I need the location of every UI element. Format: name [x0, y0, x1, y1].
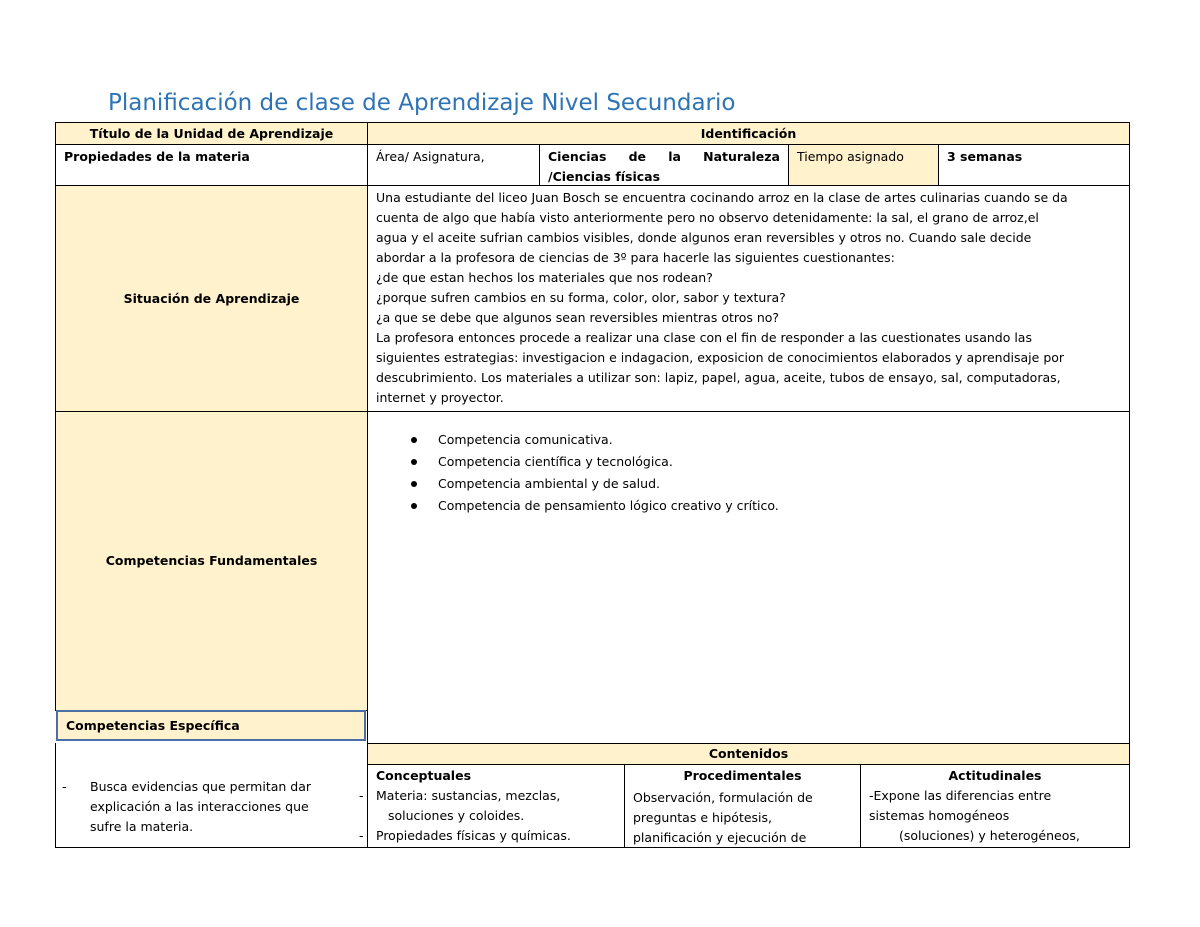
situation-line: ¿a que se debe que algunos sean reversibles mientras otros no?: [376, 310, 780, 325]
dash-marker: -: [359, 828, 364, 843]
conceptual-item-line: soluciones y coloides.: [388, 808, 525, 823]
situation-line: La profesora entonces procede a realizar una clase con el fin de responder a las cuestionates usando las: [376, 330, 1032, 345]
situation-line: cuenta de algo que había visto anteriormente pero no observo detenidamente: la sal, el grano de arroz,el: [376, 210, 1039, 225]
situation-text-cell: [367, 185, 1130, 412]
competencies-label: Competencias Fundamentales: [105, 553, 318, 568]
unit-name-cell: [55, 144, 368, 186]
situation-line: ¿de que estan hechos los materiales que nos rodean?: [376, 270, 713, 285]
competencies-label-cell: [55, 411, 368, 711]
unit-title-header: [55, 122, 368, 145]
situation-line: internet y proyector.: [376, 390, 504, 405]
area-word: Naturaleza: [703, 149, 780, 164]
situation-line: ¿porque sufren cambios en su forma, color, olor, sabor y textura?: [376, 290, 786, 305]
area-word: la: [668, 149, 681, 164]
conceptual-item-2: [359, 826, 616, 846]
conceptual-cell: [359, 764, 625, 848]
situation-label-cell: [55, 185, 368, 412]
conceptual-item-line: Propiedades físicas y químicas.: [376, 828, 571, 843]
identification-header: [367, 122, 1130, 145]
unit-title-header-label: Título de la Unidad de Aprendizaje: [89, 125, 334, 141]
contents-header: [367, 743, 1130, 765]
attitudinal-line: sistemas homogéneos: [869, 808, 1010, 823]
dash-marker: -: [359, 788, 364, 803]
contents-header-label: Contenidos: [708, 746, 789, 761]
area-value-line1: [548, 147, 780, 167]
competency-item: Competencia científica y tecnológica.: [368, 451, 1129, 473]
specific-item-line: Busca evidencias que permitan dar: [90, 779, 312, 794]
area-value-line2: /Ciencias físicas: [548, 169, 661, 184]
unit-name: Propiedades de la materia: [64, 149, 250, 164]
specific-item-line: sufre la materia.: [90, 819, 194, 834]
dash-marker: -: [62, 779, 67, 794]
procedural-line: preguntas e hipótesis,: [633, 810, 773, 825]
competencies-list-cell: [367, 411, 1130, 744]
conceptual-item-line: Materia: sustancias, mezclas,: [376, 788, 561, 803]
attitudinal-header: Actitudinales: [948, 768, 1042, 783]
time-label-cell: [788, 144, 939, 186]
area-value-cell: [539, 144, 789, 186]
competencies-list: [368, 429, 1129, 517]
attitudinal-line: -Expone las diferencias entre: [869, 788, 1052, 803]
competency-item: Competencia ambiental y de salud.: [368, 473, 1129, 495]
area-word: Ciencias: [548, 149, 607, 164]
procedural-line: planificación y ejecución de: [633, 830, 807, 845]
page-title: Planificación de clase de Aprendizaje Nivel Secundario: [108, 90, 736, 116]
conceptual-item-1: [359, 786, 616, 826]
situation-line: agua y el aceite sufrian cambios visibles, donde algunos eran reversibles y otros no. Cuando sale decide: [376, 230, 1032, 245]
procedural-line: Observación, formulación de: [633, 790, 813, 805]
situation-line: Una estudiante del liceo Juan Bosch se encuentra cocinando arroz en la clase de artes culinarias cuando se da: [376, 190, 1068, 205]
situation-line: abordar a la profesora de ciencias de 3º para hacerle las siguientes cuestionantes:: [376, 250, 895, 265]
conceptual-header: Conceptuales: [376, 768, 472, 783]
specific-competencies-label: Competencias Específica: [66, 717, 240, 733]
area-word: de: [628, 149, 647, 164]
procedural-cell: [624, 764, 861, 848]
competency-item: Competencia de pensamiento lógico creativo y crítico.: [368, 495, 1129, 517]
identification-header-label: Identificación: [700, 125, 797, 141]
time-label: Tiempo asignado: [797, 149, 904, 164]
specific-item-line: explicación a las interacciones que: [90, 799, 309, 814]
specific-competency-item: [56, 777, 367, 837]
situation-line: descubrimiento. Los materiales a utilizar son: lapiz, papel, agua, aceite, tubos de ensayo, sal, computadoras,: [376, 370, 1061, 385]
competency-item: Competencia comunicativa.: [368, 429, 1129, 451]
specific-competency-item-cell: [55, 743, 368, 848]
specific-competencies-cell: [56, 710, 366, 741]
time-value: 3 semanas: [947, 149, 1023, 164]
situation-label: Situación de Aprendizaje: [123, 290, 300, 306]
attitudinal-line: (soluciones) y heterogéneos,: [899, 828, 1080, 843]
area-label-cell: [367, 144, 540, 186]
time-value-cell: [938, 144, 1130, 186]
area-label: Área/ Asignatura,: [376, 149, 485, 164]
situation-line: siguientes estrategias: investigacion e indagacion, exposicion de conocimientos elaborados y aprendisaje por: [376, 350, 1065, 365]
attitudinal-cell: [860, 764, 1130, 848]
procedural-header: Procedimentales: [683, 768, 802, 783]
